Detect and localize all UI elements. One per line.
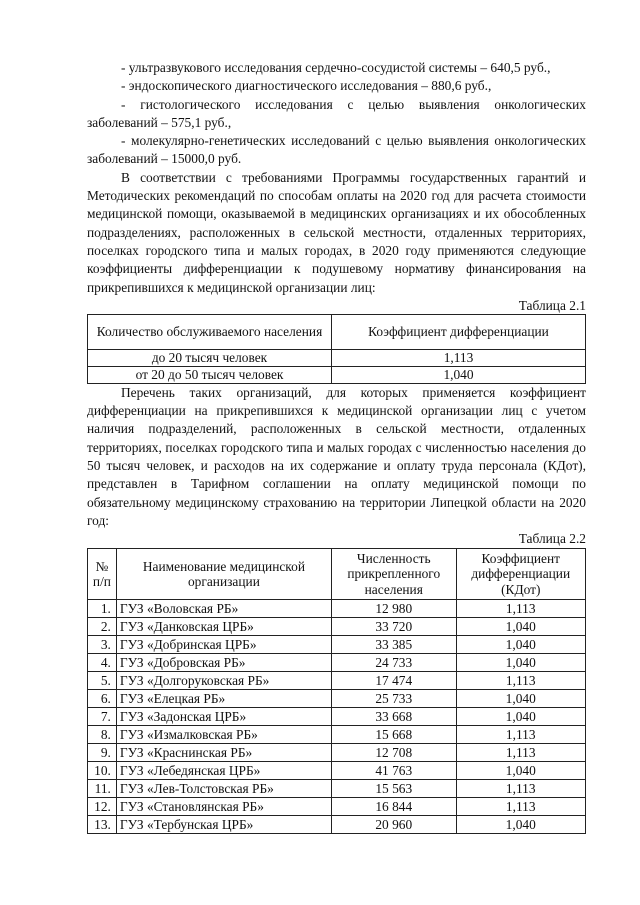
table-row bbox=[88, 672, 586, 690]
table2-cell-coefficient: 1,040 bbox=[456, 654, 586, 672]
table2-cell-coefficient: 1,113 bbox=[456, 672, 586, 690]
intro-item-ultrasound: - ультразвукового исследования сердечно-сосудистой системы – 640,5 руб., bbox=[121, 60, 551, 75]
paragraph-coefficients: В соответствии с требованиями Программы государственных гарантий и Методических рекомендаций по способам оплаты на 2020 год для расчета стоимости медицинской помощи, оказываемой в медицинских организациях и их обособленных подразделениях, расположенных в сельской местности, отдаленных территориях, поселках городского типа и малых городах, в 2020 году применяются следующие коэффициенты дифференциации к подушевому нормативу финансирования на прикрепившихся к медицинской организации лиц: bbox=[87, 169, 586, 295]
table2-cell-number: 10. bbox=[88, 762, 117, 780]
table1-cell-coefficient: 1,040 bbox=[332, 366, 586, 383]
table2-cell-number: 13. bbox=[88, 816, 117, 834]
table2-cell-number: 1. bbox=[88, 600, 117, 618]
table2-caption: Таблица 2.2 bbox=[518, 531, 586, 547]
table2-cell-organization: ГУЗ «Лебедянская ЦРБ» bbox=[116, 762, 331, 780]
table2-cell-number: 2. bbox=[88, 618, 117, 636]
table2-cell-population: 15 668 bbox=[332, 726, 457, 744]
table2-cell-population: 25 733 bbox=[332, 690, 457, 708]
table2-cell-organization: ГУЗ «Данковская ЦРБ» bbox=[116, 618, 331, 636]
table1-header-row bbox=[88, 314, 586, 349]
table2-cell-coefficient: 1,113 bbox=[456, 780, 586, 798]
table2-cell-number: 6. bbox=[88, 690, 117, 708]
table2-cell-population: 12 708 bbox=[332, 744, 457, 762]
table-row bbox=[88, 780, 586, 798]
table-row bbox=[88, 798, 586, 816]
table-row bbox=[88, 349, 586, 366]
table2-cell-population: 24 733 bbox=[332, 654, 457, 672]
table-row bbox=[88, 762, 586, 780]
paragraph-organizations: Перечень таких организаций, для которых применяется коэффициент дифференциации на прикрепившихся к медицинской организации лиц с учетом наличия подразделений, расположенных в сельской местности, отдаленных территориях, поселках городского типа и малых городах с численностью населения до 50 тысяч человек, и расходов на их содержание и оплату труда персонала (КДот), представлен в Тарифном соглашении на оплату медицинской помощи по обязательному медицинскому страхованию на территории Липецкой области на 2020 год: bbox=[87, 384, 586, 528]
table1-cell-population: до 20 тысяч человек bbox=[88, 349, 332, 366]
table2-cell-coefficient: 1,040 bbox=[456, 708, 586, 726]
table2-cell-coefficient: 1,040 bbox=[456, 816, 586, 834]
table2-cell-population: 17 474 bbox=[332, 672, 457, 690]
table2-cell-organization: ГУЗ «Измалковская РБ» bbox=[116, 726, 331, 744]
table2-cell-organization: ГУЗ «Долгоруковская РБ» bbox=[116, 672, 331, 690]
table1-cell-population: от 20 до 50 тысяч человек bbox=[88, 366, 332, 383]
table2-cell-coefficient: 1,113 bbox=[456, 726, 586, 744]
table-row bbox=[88, 618, 586, 636]
table1-header-coefficient: Коэффициент дифференциации bbox=[332, 314, 586, 349]
table2-cell-organization: ГУЗ «Становлянская РБ» bbox=[116, 798, 331, 816]
table2-cell-coefficient: 1,113 bbox=[456, 600, 586, 618]
table2-cell-coefficient: 1,113 bbox=[456, 744, 586, 762]
table2-header-population: Численность прикрепленного населения bbox=[332, 549, 457, 600]
table-row bbox=[88, 636, 586, 654]
table2-cell-population: 33 720 bbox=[332, 618, 457, 636]
table2-cell-number: 8. bbox=[88, 726, 117, 744]
table2-cell-number: 5. bbox=[88, 672, 117, 690]
table2-cell-organization: ГУЗ «Тербунская ЦРБ» bbox=[116, 816, 331, 834]
table2-cell-organization: ГУЗ «Добровская РБ» bbox=[116, 654, 331, 672]
table-row bbox=[88, 690, 586, 708]
table2-cell-organization: ГУЗ «Задонская ЦРБ» bbox=[116, 708, 331, 726]
table2-cell-number: 11. bbox=[88, 780, 117, 798]
table2-cell-organization: ГУЗ «Лев-Толстовская РБ» bbox=[116, 780, 331, 798]
table2-cell-organization: ГУЗ «Краснинская РБ» bbox=[116, 744, 331, 762]
table1-header-population: Количество обслуживаемого населения bbox=[88, 314, 332, 349]
table2-cell-coefficient: 1,040 bbox=[456, 636, 586, 654]
table-row bbox=[88, 708, 586, 726]
table2-cell-number: 9. bbox=[88, 744, 117, 762]
intro-item-endoscopy: - эндоскопического диагностического исследования – 880,6 руб., bbox=[121, 78, 492, 94]
table-row bbox=[88, 366, 586, 383]
table-row bbox=[88, 744, 586, 762]
intro-item-histology: - гистологического исследования с целью выявления онкологических заболеваний – 575,1 руб., bbox=[87, 96, 586, 130]
table2-header-organization: Наименование медицинской организации bbox=[116, 549, 331, 600]
table2 bbox=[87, 548, 586, 834]
table2-body bbox=[88, 600, 586, 834]
table2-cell-number: 3. bbox=[88, 636, 117, 654]
table2-cell-population: 12 980 bbox=[332, 600, 457, 618]
table2-cell-coefficient: 1,113 bbox=[456, 798, 586, 816]
table2-cell-population: 33 668 bbox=[332, 708, 457, 726]
intro-item-molecular: - молекулярно-генетических исследований с целью выявления онкологических заболеваний – 15000,0 руб. bbox=[87, 133, 586, 167]
table1 bbox=[87, 314, 586, 384]
table2-cell-population: 41 763 bbox=[332, 762, 457, 780]
table2-cell-organization: ГУЗ «Воловская РБ» bbox=[116, 600, 331, 618]
table2-cell-number: 12. bbox=[88, 798, 117, 816]
table1-cell-coefficient: 1,113 bbox=[332, 349, 586, 366]
table2-cell-organization: ГУЗ «Елецкая РБ» bbox=[116, 690, 331, 708]
table2-cell-population: 16 844 bbox=[332, 798, 457, 816]
table1-caption: Таблица 2.1 bbox=[518, 297, 586, 313]
table2-header-number: № п/п bbox=[88, 549, 117, 600]
table2-cell-number: 7. bbox=[88, 708, 117, 726]
table-row bbox=[88, 726, 586, 744]
table-row bbox=[88, 600, 586, 618]
table2-cell-organization: ГУЗ «Добринская ЦРБ» bbox=[116, 636, 331, 654]
table2-cell-coefficient: 1,040 bbox=[456, 690, 586, 708]
table2-header-row bbox=[88, 549, 586, 600]
table2-cell-population: 15 563 bbox=[332, 780, 457, 798]
table2-cell-population: 20 960 bbox=[332, 816, 457, 834]
table2-header-coefficient: Коэффициент дифференциации (КДот) bbox=[456, 549, 586, 600]
table2-cell-population: 33 385 bbox=[332, 636, 457, 654]
table-row bbox=[88, 654, 586, 672]
table2-cell-coefficient: 1,040 bbox=[456, 762, 586, 780]
table2-cell-number: 4. bbox=[88, 654, 117, 672]
table2-cell-coefficient: 1,040 bbox=[456, 618, 586, 636]
table-row bbox=[88, 816, 586, 834]
